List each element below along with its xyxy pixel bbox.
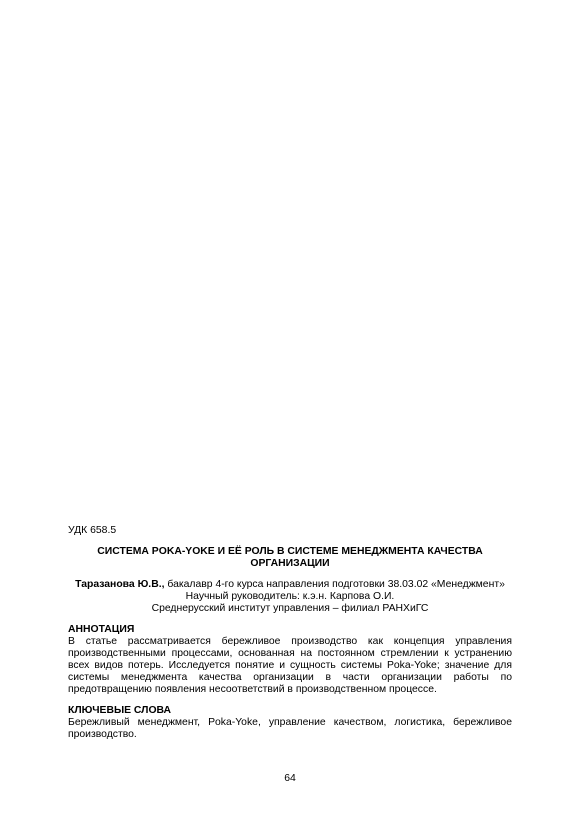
keywords-heading: КЛЮЧЕВЫЕ СЛОВА	[68, 705, 172, 716]
author-details: бакалавр 4-го курса направления подготовки 38.03.02 «Менеджмент»	[164, 579, 505, 590]
udc-code: УДК 658.5	[68, 525, 117, 536]
author-name: Таразанова Ю.В.,	[75, 579, 165, 590]
author-line	[68, 579, 512, 591]
institution-line: Среднерусский институт управления – филиал РАНХиГС	[151, 603, 429, 614]
keywords-text: Бережливый менеджмент, Poka-Yoke, управление качеством, логистика, бережливое производство.	[68, 717, 512, 740]
article-title	[68, 546, 512, 570]
author-block	[68, 579, 512, 615]
abstract-heading: АННОТАЦИЯ	[68, 624, 135, 635]
supervisor-line: Научный руководитель: к.э.н. Карпова О.И.	[185, 591, 395, 602]
page-number: 64	[284, 773, 296, 784]
article-title-line-1: СИСТЕМА POKA-YOKE И ЕЁ РОЛЬ В СИСТЕМЕ МЕНЕДЖМЕНТА КАЧЕСТВА	[97, 546, 483, 557]
article-header	[68, 525, 512, 750]
article-title-line-2: ОРГАНИЗАЦИИ	[250, 558, 330, 569]
abstract-text: В статье рассматривается бережливое производство как концепция управления производственными процессами, основанная на постоянном стремлении к устранению всех видов потерь. Исследуется понятие и сущность системы Poka-Yoke; значение для системы менеджмента качества организации в части организации работы по предотвращению появления несоответствий в производственном процессе.	[68, 636, 512, 695]
